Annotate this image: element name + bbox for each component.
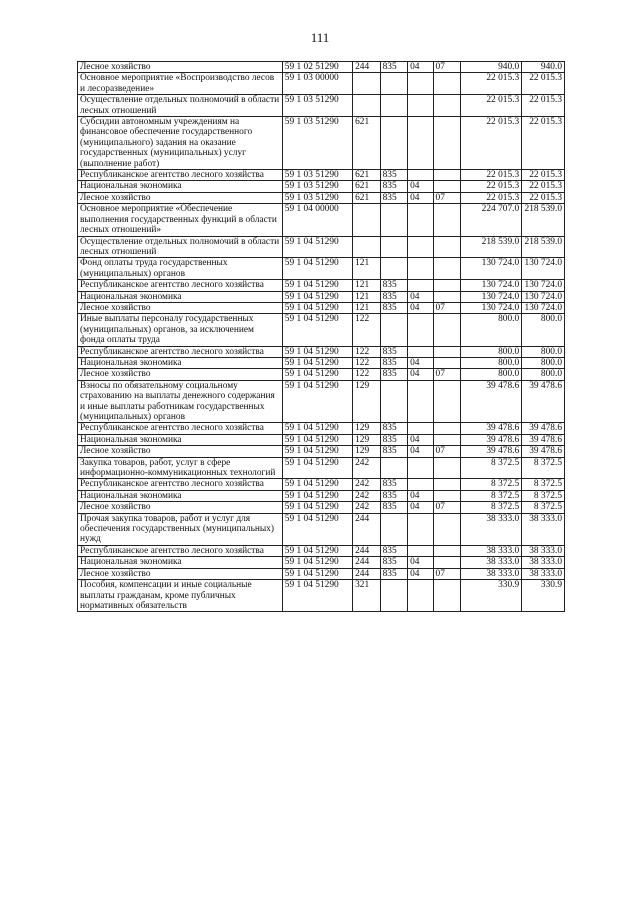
expense-type-cell: 121 — [353, 291, 381, 302]
row-name-cell: Республиканское агентство лесного хозяйства — [78, 346, 283, 357]
amount-year1-cell: 39 478.6 — [461, 434, 522, 445]
amount-year2-cell: 130 724.0 — [522, 291, 565, 302]
section-cell — [408, 73, 433, 95]
target-article-code-cell: 59 1 03 51290 — [282, 181, 352, 192]
amount-year2-cell: 130 724.0 — [522, 302, 565, 313]
amount-year2-cell: 130 724.0 — [522, 258, 565, 280]
row-name-cell: Пособия, компенсации и иные социальные выплаты гражданам, кроме публичных нормативных обязательств — [78, 580, 283, 612]
row-name-cell: Лесное хозяйство — [78, 446, 283, 457]
table-row — [78, 95, 565, 117]
row-name-cell: Республиканское агентство лесного хозяйства — [78, 423, 283, 434]
administrator-code-cell: 835 — [380, 568, 408, 579]
subsection-cell — [433, 181, 461, 192]
row-name-cell: Национальная экономика — [78, 434, 283, 445]
target-article-code-cell: 59 1 04 51290 — [282, 314, 352, 346]
amount-year1-cell: 800.0 — [461, 369, 522, 380]
administrator-code-cell — [380, 380, 408, 423]
amount-year1-cell: 8 372.5 — [461, 490, 522, 501]
target-article-code-cell: 59 1 04 51290 — [282, 557, 352, 568]
amount-year2-cell: 39 478.6 — [522, 423, 565, 434]
target-article-code-cell: 59 1 03 51290 — [282, 117, 352, 170]
expense-type-cell: 121 — [353, 302, 381, 313]
table-row — [78, 204, 565, 236]
table-row — [78, 170, 565, 181]
amount-year2-cell: 8 372.5 — [522, 502, 565, 513]
target-article-code-cell: 59 1 03 51290 — [282, 170, 352, 181]
administrator-code-cell — [380, 204, 408, 236]
row-name-cell: Лесное хозяйство — [78, 369, 283, 380]
section-cell — [408, 204, 433, 236]
target-article-code-cell: 59 1 03 00000 — [282, 73, 352, 95]
administrator-code-cell — [380, 457, 408, 479]
amount-year2-cell: 800.0 — [522, 357, 565, 368]
target-article-code-cell: 59 1 04 51290 — [282, 357, 352, 368]
row-name-cell: Лесное хозяйство — [78, 192, 283, 203]
amount-year1-cell: 940.0 — [461, 62, 522, 73]
administrator-code-cell: 835 — [380, 181, 408, 192]
table-row — [78, 369, 565, 380]
expense-type-cell: 242 — [353, 490, 381, 501]
subsection-cell — [433, 258, 461, 280]
row-name-cell: Субсидии автономным учреждениям на финансовое обеспечение государственного (муниципального) задания на оказание государственных (муниципальных) услуг (выполнение работ) — [78, 117, 283, 170]
administrator-code-cell: 835 — [380, 490, 408, 501]
table-row — [78, 258, 565, 280]
expense-type-cell: 129 — [353, 380, 381, 423]
row-name-cell: Иные выплаты персоналу государственных (муниципальных) органов, за исключением фонда оплаты труда — [78, 314, 283, 346]
row-name-cell: Лесное хозяйство — [78, 302, 283, 313]
table-row — [78, 62, 565, 73]
expense-type-cell: 122 — [353, 314, 381, 346]
subsection-cell: 07 — [433, 502, 461, 513]
target-article-code-cell: 59 1 04 51290 — [282, 434, 352, 445]
amount-year2-cell: 800.0 — [522, 314, 565, 346]
subsection-cell — [433, 291, 461, 302]
administrator-code-cell — [380, 258, 408, 280]
subsection-cell — [433, 423, 461, 434]
subsection-cell: 07 — [433, 192, 461, 203]
subsection-cell — [433, 357, 461, 368]
budget-table — [77, 61, 565, 612]
table-row — [78, 423, 565, 434]
expense-type-cell: 242 — [353, 502, 381, 513]
amount-year1-cell: 39 478.6 — [461, 380, 522, 423]
row-name-cell: Национальная экономика — [78, 490, 283, 501]
subsection-cell — [433, 95, 461, 117]
amount-year1-cell: 39 478.6 — [461, 423, 522, 434]
subsection-cell: 07 — [433, 302, 461, 313]
table-row — [78, 545, 565, 556]
section-cell: 04 — [408, 434, 433, 445]
subsection-cell — [433, 204, 461, 236]
amount-year1-cell: 22 015.3 — [461, 117, 522, 170]
target-article-code-cell: 59 1 02 51290 — [282, 62, 352, 73]
amount-year1-cell: 8 372.5 — [461, 502, 522, 513]
administrator-code-cell: 835 — [380, 302, 408, 313]
table-row — [78, 434, 565, 445]
administrator-code-cell: 835 — [380, 62, 408, 73]
amount-year2-cell: 218 539.0 — [522, 204, 565, 236]
section-cell — [408, 236, 433, 258]
expense-type-cell: 129 — [353, 423, 381, 434]
target-article-code-cell: 59 1 03 51290 — [282, 95, 352, 117]
amount-year1-cell: 800.0 — [461, 357, 522, 368]
administrator-code-cell: 835 — [380, 357, 408, 368]
amount-year1-cell: 130 724.0 — [461, 302, 522, 313]
subsection-cell — [433, 170, 461, 181]
table-row — [78, 568, 565, 579]
row-name-cell: Основное мероприятие «Воспроизводство лесов и лесоразведение» — [78, 73, 283, 95]
amount-year1-cell: 22 015.3 — [461, 181, 522, 192]
subsection-cell — [433, 434, 461, 445]
expense-type-cell: 621 — [353, 192, 381, 203]
table-row — [78, 490, 565, 501]
amount-year1-cell: 800.0 — [461, 346, 522, 357]
amount-year2-cell: 8 372.5 — [522, 479, 565, 490]
amount-year2-cell: 940.0 — [522, 62, 565, 73]
row-name-cell: Прочая закупка товаров, работ и услуг для обеспечения государственных (муниципальных) нужд — [78, 513, 283, 545]
administrator-code-cell: 835 — [380, 557, 408, 568]
table-row — [78, 580, 565, 612]
expense-type-cell: 242 — [353, 479, 381, 490]
administrator-code-cell — [380, 95, 408, 117]
amount-year2-cell: 330.9 — [522, 580, 565, 612]
administrator-code-cell: 835 — [380, 369, 408, 380]
amount-year2-cell: 38 333.0 — [522, 513, 565, 545]
table-row — [78, 357, 565, 368]
amount-year2-cell: 38 333.0 — [522, 557, 565, 568]
administrator-code-cell — [380, 236, 408, 258]
expense-type-cell: 244 — [353, 545, 381, 556]
section-cell — [408, 258, 433, 280]
row-name-cell: Республиканское агентство лесного хозяйства — [78, 479, 283, 490]
target-article-code-cell: 59 1 04 51290 — [282, 545, 352, 556]
target-article-code-cell: 59 1 04 51290 — [282, 380, 352, 423]
amount-year2-cell: 39 478.6 — [522, 446, 565, 457]
amount-year1-cell: 38 333.0 — [461, 568, 522, 579]
subsection-cell — [433, 346, 461, 357]
target-article-code-cell: 59 1 04 51290 — [282, 568, 352, 579]
amount-year1-cell: 8 372.5 — [461, 457, 522, 479]
expense-type-cell: 122 — [353, 369, 381, 380]
amount-year1-cell: 38 333.0 — [461, 557, 522, 568]
expense-type-cell: 321 — [353, 580, 381, 612]
section-cell: 04 — [408, 446, 433, 457]
subsection-cell — [433, 490, 461, 501]
amount-year1-cell: 330.9 — [461, 580, 522, 612]
target-article-code-cell: 59 1 04 51290 — [282, 580, 352, 612]
table-row — [78, 380, 565, 423]
row-name-cell: Национальная экономика — [78, 357, 283, 368]
amount-year1-cell: 130 724.0 — [461, 258, 522, 280]
amount-year1-cell: 218 539.0 — [461, 236, 522, 258]
subsection-cell — [433, 457, 461, 479]
expense-type-cell: 621 — [353, 117, 381, 170]
amount-year1-cell: 8 372.5 — [461, 479, 522, 490]
expense-type-cell: 621 — [353, 181, 381, 192]
table-row — [78, 446, 565, 457]
target-article-code-cell: 59 1 04 51290 — [282, 302, 352, 313]
amount-year1-cell: 22 015.3 — [461, 95, 522, 117]
subsection-cell — [433, 380, 461, 423]
subsection-cell: 07 — [433, 446, 461, 457]
amount-year1-cell: 130 724.0 — [461, 291, 522, 302]
table-row — [78, 280, 565, 291]
amount-year1-cell: 130 724.0 — [461, 280, 522, 291]
table-row — [78, 73, 565, 95]
expense-type-cell: 122 — [353, 357, 381, 368]
target-article-code-cell: 59 1 04 51290 — [282, 490, 352, 501]
expense-type-cell: 244 — [353, 557, 381, 568]
amount-year2-cell: 8 372.5 — [522, 457, 565, 479]
amount-year1-cell: 22 015.3 — [461, 170, 522, 181]
section-cell — [408, 545, 433, 556]
amount-year1-cell: 22 015.3 — [461, 73, 522, 95]
table-row — [78, 181, 565, 192]
target-article-code-cell: 59 1 04 51290 — [282, 236, 352, 258]
administrator-code-cell: 835 — [380, 291, 408, 302]
subsection-cell — [433, 280, 461, 291]
amount-year2-cell: 22 015.3 — [522, 170, 565, 181]
amount-year1-cell: 22 015.3 — [461, 192, 522, 203]
row-name-cell: Лесное хозяйство — [78, 502, 283, 513]
administrator-code-cell: 835 — [380, 192, 408, 203]
administrator-code-cell: 835 — [380, 170, 408, 181]
subsection-cell — [433, 580, 461, 612]
table-row — [78, 302, 565, 313]
expense-type-cell — [353, 204, 381, 236]
expense-type-cell: 121 — [353, 258, 381, 280]
target-article-code-cell: 59 1 04 51290 — [282, 479, 352, 490]
amount-year2-cell: 39 478.6 — [522, 380, 565, 423]
table-row — [78, 236, 565, 258]
target-article-code-cell: 59 1 04 00000 — [282, 204, 352, 236]
amount-year2-cell: 38 333.0 — [522, 545, 565, 556]
administrator-code-cell — [380, 314, 408, 346]
section-cell: 04 — [408, 502, 433, 513]
subsection-cell — [433, 479, 461, 490]
target-article-code-cell: 59 1 04 51290 — [282, 446, 352, 457]
section-cell: 04 — [408, 557, 433, 568]
expense-type-cell: 129 — [353, 446, 381, 457]
section-cell — [408, 346, 433, 357]
section-cell — [408, 513, 433, 545]
amount-year2-cell: 218 539.0 — [522, 236, 565, 258]
section-cell — [408, 314, 433, 346]
expense-type-cell — [353, 73, 381, 95]
administrator-code-cell: 835 — [380, 545, 408, 556]
administrator-code-cell: 835 — [380, 434, 408, 445]
target-article-code-cell: 59 1 04 51290 — [282, 280, 352, 291]
administrator-code-cell — [380, 73, 408, 95]
row-name-cell: Закупка товаров, работ, услуг в сфере информационно-коммуникационных технологий — [78, 457, 283, 479]
section-cell: 04 — [408, 192, 433, 203]
section-cell: 04 — [408, 181, 433, 192]
subsection-cell — [433, 73, 461, 95]
section-cell — [408, 280, 433, 291]
subsection-cell — [433, 236, 461, 258]
subsection-cell — [433, 314, 461, 346]
table-row — [78, 117, 565, 170]
target-article-code-cell: 59 1 04 51290 — [282, 291, 352, 302]
subsection-cell: 07 — [433, 568, 461, 579]
section-cell: 04 — [408, 302, 433, 313]
subsection-cell — [433, 557, 461, 568]
amount-year1-cell: 38 333.0 — [461, 545, 522, 556]
table-row — [78, 457, 565, 479]
table-row — [78, 291, 565, 302]
target-article-code-cell: 59 1 04 51290 — [282, 423, 352, 434]
administrator-code-cell — [380, 513, 408, 545]
subsection-cell — [433, 513, 461, 545]
target-article-code-cell: 59 1 04 51290 — [282, 258, 352, 280]
row-name-cell: Лесное хозяйство — [78, 568, 283, 579]
amount-year2-cell: 8 372.5 — [522, 490, 565, 501]
row-name-cell: Республиканское агентство лесного хозяйства — [78, 545, 283, 556]
section-cell — [408, 380, 433, 423]
budget-table-body — [78, 62, 565, 612]
administrator-code-cell: 835 — [380, 280, 408, 291]
section-cell — [408, 423, 433, 434]
expense-type-cell: 244 — [353, 513, 381, 545]
section-cell: 04 — [408, 369, 433, 380]
amount-year1-cell: 224 707.0 — [461, 204, 522, 236]
amount-year2-cell: 22 015.3 — [522, 95, 565, 117]
amount-year2-cell: 800.0 — [522, 369, 565, 380]
expense-type-cell: 244 — [353, 568, 381, 579]
expense-type-cell: 621 — [353, 170, 381, 181]
target-article-code-cell: 59 1 04 51290 — [282, 346, 352, 357]
administrator-code-cell: 835 — [380, 502, 408, 513]
row-name-cell: Осуществление отдельных полномочий в области лесных отношений — [78, 95, 283, 117]
row-name-cell: Взносы по обязательному социальному страхованию на выплаты денежного содержания и иные выплаты работникам государственных (муниципальных) органов — [78, 380, 283, 423]
section-cell: 04 — [408, 357, 433, 368]
table-row — [78, 513, 565, 545]
section-cell: 04 — [408, 490, 433, 501]
expense-type-cell: 121 — [353, 280, 381, 291]
section-cell: 04 — [408, 568, 433, 579]
amount-year2-cell: 22 015.3 — [522, 73, 565, 95]
table-row — [78, 479, 565, 490]
amount-year1-cell: 38 333.0 — [461, 513, 522, 545]
administrator-code-cell: 835 — [380, 423, 408, 434]
table-row — [78, 557, 565, 568]
subsection-cell — [433, 545, 461, 556]
target-article-code-cell: 59 1 04 51290 — [282, 369, 352, 380]
expense-type-cell: 129 — [353, 434, 381, 445]
section-cell — [408, 457, 433, 479]
subsection-cell — [433, 117, 461, 170]
subsection-cell: 07 — [433, 369, 461, 380]
target-article-code-cell: 59 1 04 51290 — [282, 457, 352, 479]
table-row — [78, 346, 565, 357]
section-cell: 04 — [408, 291, 433, 302]
amount-year1-cell: 39 478.6 — [461, 446, 522, 457]
section-cell — [408, 170, 433, 181]
expense-type-cell: 242 — [353, 457, 381, 479]
administrator-code-cell — [380, 117, 408, 170]
amount-year2-cell: 22 015.3 — [522, 181, 565, 192]
amount-year2-cell: 800.0 — [522, 346, 565, 357]
row-name-cell: Осуществление отдельных полномочий в области лесных отношений — [78, 236, 283, 258]
table-row — [78, 502, 565, 513]
target-article-code-cell: 59 1 04 51290 — [282, 513, 352, 545]
row-name-cell: Лесное хозяйство — [78, 62, 283, 73]
administrator-code-cell: 835 — [380, 346, 408, 357]
target-article-code-cell: 59 1 04 51290 — [282, 502, 352, 513]
amount-year2-cell: 22 015.3 — [522, 192, 565, 203]
amount-year2-cell: 38 333.0 — [522, 568, 565, 579]
section-cell — [408, 95, 433, 117]
amount-year2-cell: 22 015.3 — [522, 117, 565, 170]
row-name-cell: Национальная экономика — [78, 291, 283, 302]
amount-year2-cell: 130 724.0 — [522, 280, 565, 291]
amount-year1-cell: 800.0 — [461, 314, 522, 346]
row-name-cell: Республиканское агентство лесного хозяйства — [78, 170, 283, 181]
administrator-code-cell — [380, 580, 408, 612]
section-cell — [408, 117, 433, 170]
section-cell — [408, 479, 433, 490]
target-article-code-cell: 59 1 03 51290 — [282, 192, 352, 203]
expense-type-cell — [353, 95, 381, 117]
page-number: 111 — [310, 30, 330, 45]
row-name-cell: Фонд оплаты труда государственных (муниципальных) органов — [78, 258, 283, 280]
row-name-cell: Республиканское агентство лесного хозяйства — [78, 280, 283, 291]
expense-type-cell: 244 — [353, 62, 381, 73]
row-name-cell: Основное мероприятие «Обеспечение выполнения государственных функций в области лесных отношений» — [78, 204, 283, 236]
administrator-code-cell: 835 — [380, 479, 408, 490]
administrator-code-cell: 835 — [380, 446, 408, 457]
subsection-cell: 07 — [433, 62, 461, 73]
section-cell: 04 — [408, 62, 433, 73]
expense-type-cell — [353, 236, 381, 258]
expense-type-cell: 122 — [353, 346, 381, 357]
amount-year2-cell: 39 478.6 — [522, 434, 565, 445]
table-row — [78, 192, 565, 203]
table-row — [78, 314, 565, 346]
row-name-cell: Национальная экономика — [78, 181, 283, 192]
section-cell — [408, 580, 433, 612]
row-name-cell: Национальная экономика — [78, 557, 283, 568]
